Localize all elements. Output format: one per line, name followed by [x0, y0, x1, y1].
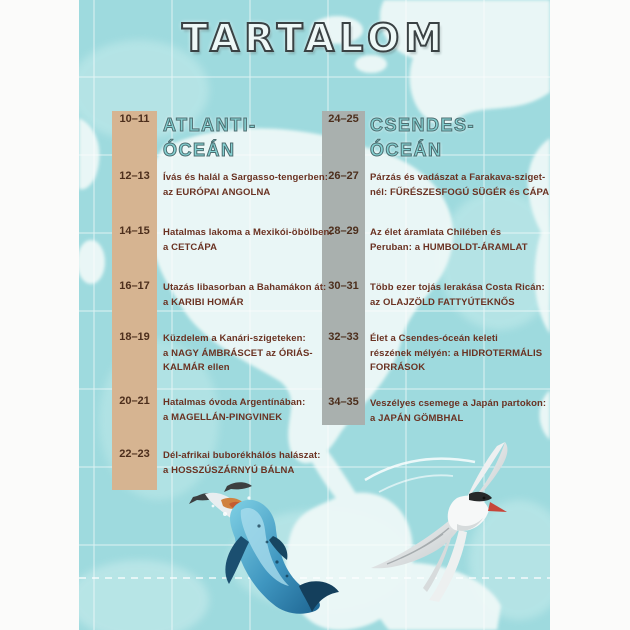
- entry-line: a CETCÁPA: [163, 241, 218, 253]
- entry-line: Hatalmas lakoma a Mexikói-öbölben:: [163, 227, 333, 238]
- entry-line: FORRÁSOK: [370, 362, 426, 373]
- entry-line: Az élet áramlata Chilében és: [370, 227, 502, 238]
- page-number: 18–19: [119, 331, 150, 343]
- entry-line: a KARIBI HOMÁR: [163, 296, 244, 308]
- right-page-number-bar: [322, 111, 365, 425]
- heading-line: ATLANTI-: [163, 115, 257, 135]
- entry-line: a HOSSZÚSZÁRNYÚ BÁLNA: [163, 464, 295, 476]
- entry-title: [163, 171, 335, 200]
- entry-line: Peruban: a HUMBOLDT-ÁRAMLAT: [370, 241, 528, 253]
- entry-title: [370, 171, 548, 200]
- heading-line: ÓCEÁN: [163, 140, 236, 160]
- entry-line: Élet a Csendes-óceán keleti: [370, 333, 498, 344]
- entry-line: részének mélyén: a HIDROTERMÁLIS: [370, 347, 543, 359]
- entry-line: Utazás libasorban a Bahamákon át:: [163, 282, 327, 293]
- left-page-number-bar: [112, 111, 157, 490]
- page-number: 10–11: [119, 113, 150, 125]
- arctic-tern-illustration: [357, 432, 542, 614]
- entry-line: az EURÓPAI ANGOLNA: [163, 186, 271, 198]
- entry-title: [163, 449, 335, 478]
- entry-line: Több ezer tojás lerakása Costa Ricán:: [370, 282, 545, 293]
- page-title: TARTALOM: [181, 16, 448, 60]
- entry-line: a JAPÁN GÖMBHAL: [370, 412, 464, 424]
- section-heading-label: [163, 113, 257, 163]
- page-number: 20–21: [119, 395, 150, 407]
- section-heading-label: [370, 113, 475, 163]
- entry-line: Dél-afrikai buborékhálós halászat:: [163, 450, 321, 461]
- page-number: 32–33: [328, 331, 359, 343]
- page-number: 12–13: [119, 170, 150, 182]
- contents-page: [79, 0, 550, 630]
- entry-title: [163, 281, 335, 310]
- entry-line: Küzdelem a Kanári-szigeteken:: [163, 333, 306, 344]
- page-number: 34–35: [328, 396, 359, 408]
- entry-line: Veszélyes csemege a Japán partokon:: [370, 398, 547, 409]
- entry-line: a NAGY ÁMBRÁSCET az ÓRIÁS-: [163, 347, 313, 359]
- entry-line: a MAGELLÁN-PINGVINEK: [163, 411, 283, 423]
- entry-title: [163, 332, 335, 376]
- entry-line: Párzás és vadászat a Farakava-sziget-: [370, 172, 546, 183]
- page-number: 16–17: [119, 280, 150, 292]
- page-number: 24–25: [328, 113, 359, 125]
- entry-title: [163, 226, 335, 255]
- page-number: 22–23: [119, 448, 150, 460]
- entry-line: nél: FŰRÉSZESFOGÚ SÜGÉR és CÁPA: [370, 186, 550, 198]
- page-number: 14–15: [119, 225, 150, 237]
- entry-line: KALMÁR ellen: [163, 362, 230, 373]
- entry-title: [370, 332, 548, 376]
- entry-title: [370, 397, 548, 426]
- humpback-whale-illustration: [179, 478, 344, 630]
- entry-title: [370, 281, 548, 310]
- page-number: 30–31: [328, 280, 359, 292]
- heading-line: ÓCEÁN: [370, 140, 443, 160]
- entry-line: Ívás és halál a Sargasso-tengerben:: [163, 172, 329, 183]
- heading-line: CSENDES-: [370, 115, 476, 135]
- entry-line: Hatalmas óvoda Argentínában:: [163, 397, 306, 408]
- entry-title: [163, 396, 335, 425]
- entry-line: az OLAJZÖLD FATTYÚTEKNŐS: [370, 296, 515, 308]
- entry-title: [370, 226, 548, 255]
- page-number: 26–27: [328, 170, 359, 182]
- page-number: 28–29: [328, 225, 359, 237]
